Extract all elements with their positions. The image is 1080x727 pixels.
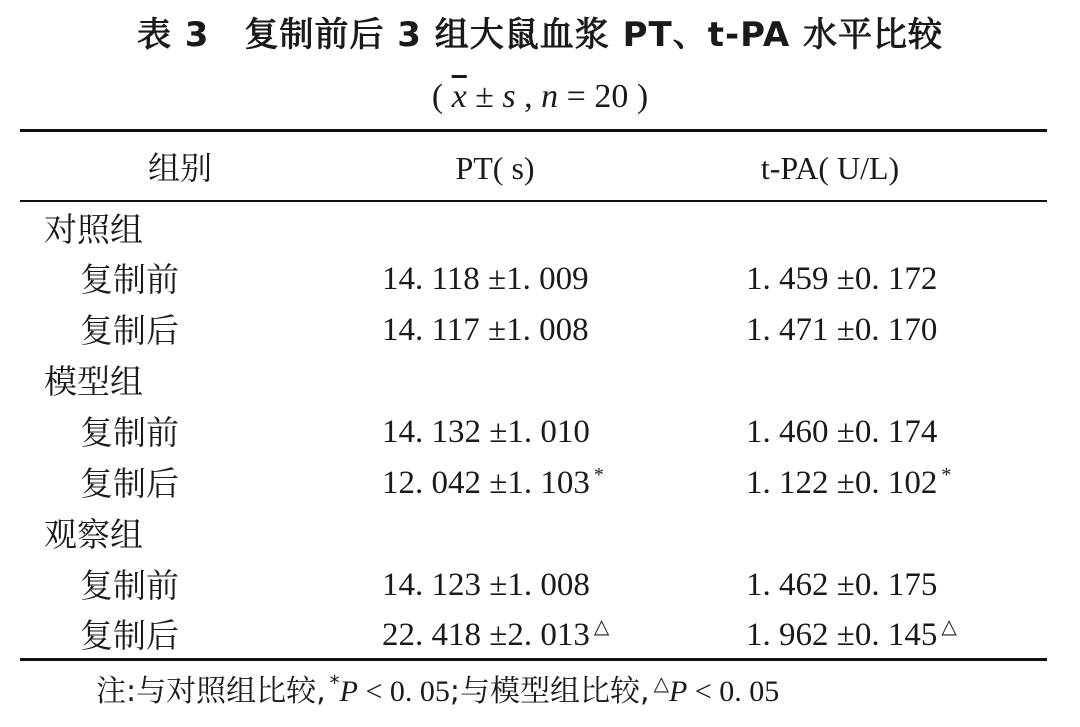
- row-label: 复制后: [80, 464, 179, 503]
- bottom-rule: [20, 658, 1047, 661]
- footnote-triangle-mark: △: [653, 671, 669, 695]
- table-title: 表 3 复制前后 3 组大鼠血浆 PT、t-PA 水平比较: [136, 15, 944, 55]
- table-row: [20, 610, 1047, 661]
- pt-value: 14. 132 ±1. 010: [382, 414, 590, 450]
- footnote-p-symbol: P: [339, 675, 358, 708]
- subtitle-comma: ,: [524, 78, 533, 115]
- row-label: 复制前: [80, 566, 179, 605]
- pt-value: 12. 042 ±1. 103 *: [382, 464, 604, 501]
- subtitle-close-paren: ): [636, 78, 649, 115]
- header-tpa: t-PA( U/L): [760, 150, 900, 186]
- group-name: 模型组: [44, 362, 143, 401]
- significance-mark: △: [941, 616, 957, 638]
- footnote-middle: ;与模型组比较,: [449, 674, 650, 709]
- tpa-value: 1. 962 ±0. 145 △: [746, 616, 957, 653]
- subtitle-n-value: = 20: [566, 78, 629, 115]
- footnote-p-threshold: < 0. 05: [687, 675, 780, 708]
- header-group: 组别: [147, 149, 212, 187]
- pt-value: 14. 123 ±1. 008: [382, 567, 590, 603]
- pt-value: 22. 418 ±2. 013 △: [382, 616, 610, 653]
- header-pt: PT( s): [455, 150, 535, 186]
- table-footnote: [96, 668, 1056, 716]
- row-label: 复制后: [80, 616, 179, 655]
- subtitle-open-paren: (: [431, 78, 444, 115]
- top-rule: [20, 129, 1047, 132]
- group-row-model: [20, 356, 1047, 407]
- group-name: 观察组: [44, 515, 143, 554]
- tpa-value: 1. 460 ±0. 174: [746, 414, 938, 450]
- footnote-prefix: 注:与对照组比较,: [96, 674, 326, 709]
- row-label: 复制前: [80, 260, 179, 299]
- tpa-value: 1. 471 ±0. 170: [746, 312, 938, 348]
- significance-mark: *: [941, 464, 952, 486]
- header-rule: [20, 200, 1047, 202]
- tpa-value: 1. 459 ±0. 172: [746, 261, 938, 297]
- group-row-control: [20, 204, 1047, 255]
- row-label: 复制前: [80, 413, 179, 452]
- table-row: [20, 458, 1047, 509]
- tpa-value: 1. 122 ±0. 102 *: [746, 464, 952, 501]
- footnote-p-threshold: < 0. 05: [357, 675, 450, 708]
- table-row: [20, 407, 1047, 458]
- subtitle-sd-symbol: s: [502, 78, 516, 115]
- group-name: 对照组: [44, 210, 143, 249]
- footnote-p-symbol: P: [668, 675, 688, 708]
- group-row-observation: [20, 509, 1047, 560]
- significance-mark: △: [593, 616, 610, 638]
- footnote-star-mark: *: [329, 671, 340, 695]
- significance-mark: *: [593, 464, 604, 486]
- row-label: 复制后: [80, 311, 179, 350]
- pt-value: 14. 117 ±1. 008: [382, 312, 589, 348]
- table-row: [20, 254, 1047, 305]
- tpa-value: 1. 462 ±0. 175: [746, 567, 938, 603]
- subtitle-mean-symbol: $\overline{x}$: [451, 78, 467, 115]
- subtitle-n-symbol: n: [541, 78, 559, 115]
- pt-value: 14. 118 ±1. 009: [382, 261, 589, 297]
- subtitle-plus-minus: ±: [475, 78, 503, 115]
- table-row: [20, 560, 1047, 611]
- table-row: [20, 305, 1047, 356]
- table-subtitle: [0, 72, 1080, 122]
